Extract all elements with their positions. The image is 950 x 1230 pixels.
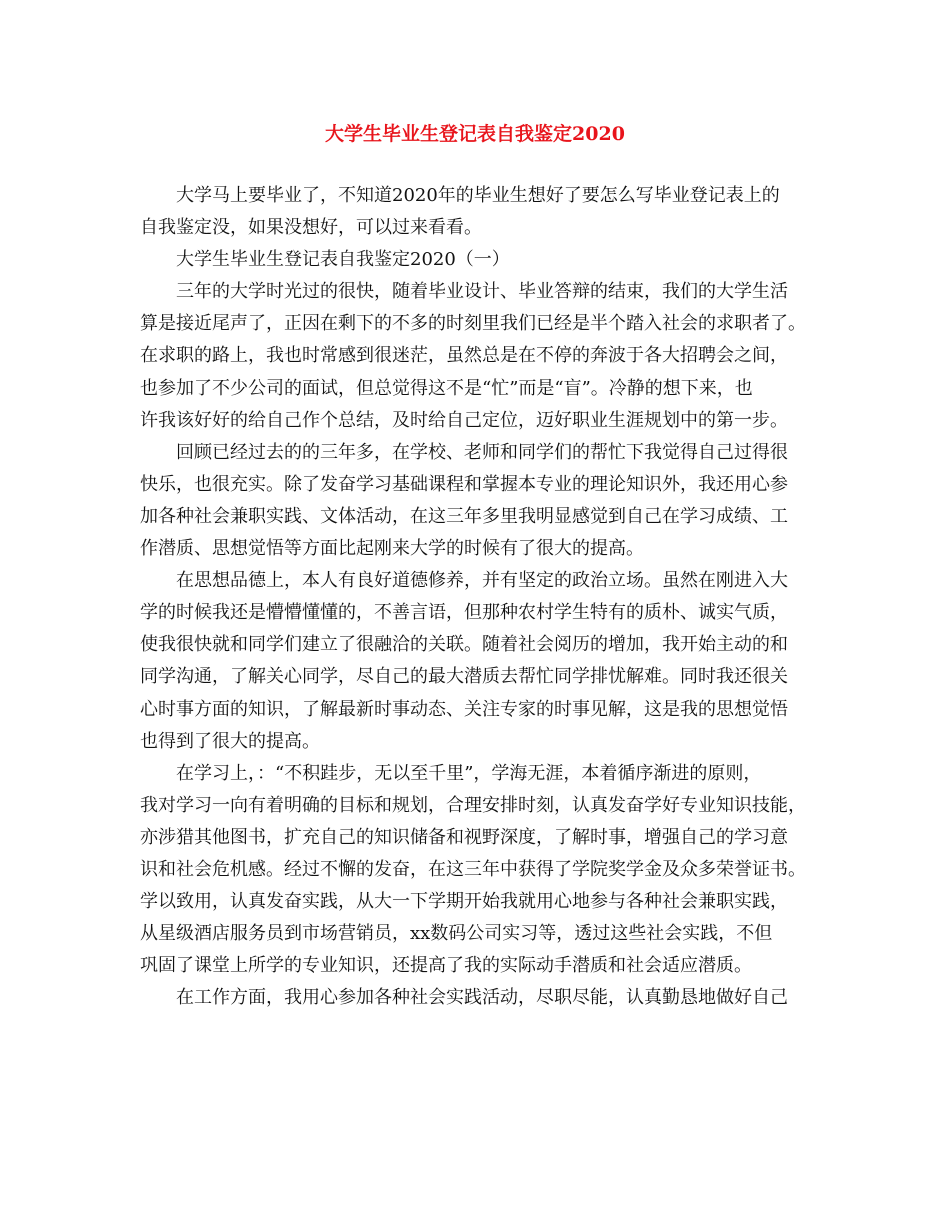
body-line: 使我很快就和同学们建立了很融洽的关联。随着社会阅历的增加，我开始主动的和 — [140, 634, 788, 656]
body-line: 三年的大学时光过的很快，随着毕业设计、毕业答辩的结束，我们的大学生活 — [176, 281, 788, 303]
body-line: 从星级酒店服务员到市场营销员，xx数码公司实习等，透过这些社会实践，不但 — [140, 923, 773, 945]
body-line: 心时事方面的知识，了解最新时事动态、关注专家的时事见解，这是我的思想觉悟 — [140, 698, 788, 720]
body-line: 学的时候我还是懵懵懂懂的，不善言语，但那种农村学生特有的质朴、诚实气质， — [140, 602, 788, 624]
body-line: 大学生毕业生登记表自我鉴定2020（一） — [176, 249, 510, 271]
body-line: 同学沟通，了解关心同学，尽自己的最大潜质去帮忙同学排忧解难。同时我还很关 — [140, 666, 788, 688]
document-title: 大学生毕业生登记表自我鉴定2020 — [325, 123, 625, 145]
body-line: 在思想品德上，本人有良好道德修养，并有坚定的政治立场。虽然在刚进入大 — [176, 570, 788, 592]
body-line: 快乐，也很充实。除了发奋学习基础课程和掌握本专业的理论知识外，我还用心参 — [140, 473, 788, 495]
body-line: 学以致用，认真发奋实践，从大一下学期开始我就用心地参与各种社会兼职实践， — [140, 891, 788, 913]
body-line: 也参加了不少公司的面试，但总觉得这不是“忙”而是“盲”。冷静的想下来，也 — [140, 377, 753, 399]
body-line: 加各种社会兼职实践、文体活动，在这三年多里我明显感觉到自己在学习成绩、工 — [140, 505, 788, 527]
body-line: 作潜质、思想觉悟等方面比起刚来大学的时候有了很大的提高。 — [140, 538, 644, 560]
body-line: 巩固了课堂上所学的专业知识，还提高了我的实际动手潜质和社会适应潜质。 — [140, 955, 752, 977]
body-line: 在工作方面，我用心参加各种社会实践活动，尽职尽能，认真勤恳地做好自己 — [176, 987, 788, 1009]
body-line: 自我鉴定没，如果没想好，可以过来看看。 — [140, 217, 482, 239]
body-line: 识和社会危机感。经过不懈的发奋，在这三年中获得了学院奖学金及众多荣誉证书。 — [140, 858, 806, 880]
body-line: 我对学习一向有着明确的目标和规划，合理安排时刻，认真发奋学好专业知识技能， — [140, 794, 806, 816]
body-line: 算是接近尾声了，正因在剩下的不多的时刻里我们已经是半个踏入社会的求职者了。 — [140, 313, 806, 335]
body-line: 也得到了很大的提高。 — [140, 730, 320, 752]
body-line: 回顾已经过去的的三年多，在学校、老师和同学们的帮忙下我觉得自己过得很 — [176, 441, 788, 463]
body-line: 在求职的路上，我也时常感到很迷茫，虽然总是在不停的奔波于各大招聘会之间， — [140, 345, 788, 367]
body-line: 亦涉猎其他图书，扩充自己的知识储备和视野深度，了解时事，增强自己的学习意 — [140, 826, 788, 848]
document-body — [140, 180, 830, 1014]
body-line: 大学马上要毕业了，不知道2020年的毕业生想好了要怎么写毕业登记表上的 — [176, 185, 780, 206]
body-line: 许我该好好的给自己作个总结，及时给自己定位，迈好职业生涯规划中的第一步。 — [140, 409, 788, 431]
body-line: 在学习上，：“不积跬步，无以至千里”，学海无涯，本着循序渐进的原则， — [176, 762, 762, 784]
